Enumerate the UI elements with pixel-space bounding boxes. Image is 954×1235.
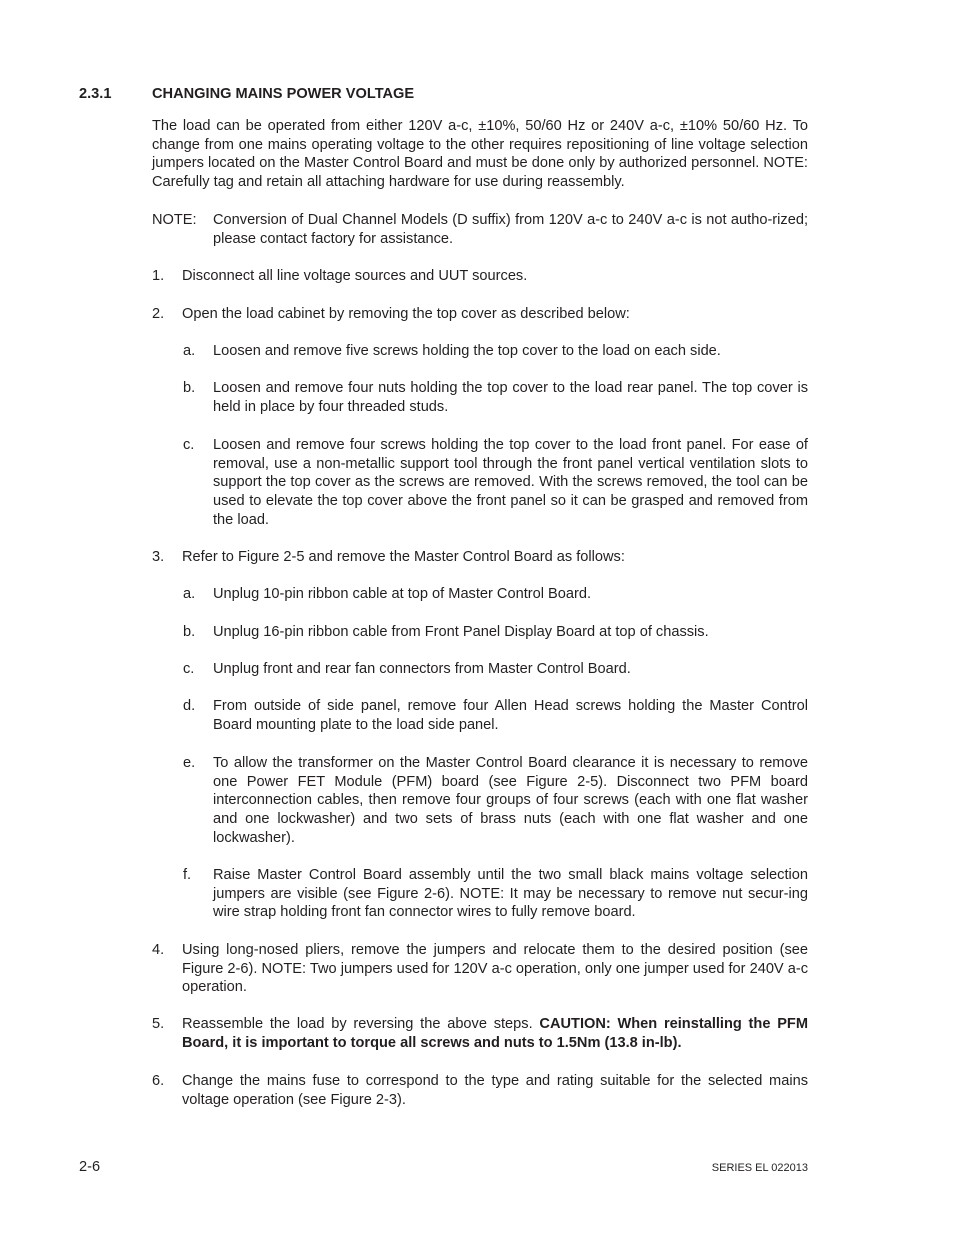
substep-text: Unplug front and rear fan connectors from Master Control Board. <box>213 661 631 677</box>
step-text: Disconnect all line voltage sources and UUT sources. <box>182 268 528 284</box>
step-3a <box>183 585 808 604</box>
step-4 <box>152 941 808 997</box>
note-label: NOTE: <box>152 212 197 228</box>
substep-letter: b. <box>183 624 196 640</box>
step-text: Open the load cabinet by removing the top cover as described below: <box>182 306 630 322</box>
substep-text: Unplug 16-pin ribbon cable from Front Panel Display Board at top of chassis. <box>213 624 709 640</box>
step-text: Change the mains fuse to correspond to the type and rating suitable for the selected mains voltage operation (see Figure 2-3). <box>182 1073 808 1108</box>
page-number: 2-6 <box>79 1159 101 1175</box>
step-text: Using long-nosed pliers, remove the jumpers and relocate them to the desired position (see Figure 2-6). NOTE: Two jumpers used for 120V a-c operation, only one jumper used for 240V a-c operation. <box>182 942 808 996</box>
step-2c <box>183 436 808 530</box>
caution-text: CAUTION: When reinstalling the PFM Board, it is important to torque all screws and nuts to 1.5Nm (13.8 in-lb). <box>182 1016 808 1051</box>
step-number: 3. <box>152 549 165 565</box>
substep-letter: c. <box>183 437 195 453</box>
substep-text: To allow the transformer on the Master Control Board clearance it is necessary to remove one Power FET Module (PFM) board (see Figure 2-5). Disconnect two PFM board interconnection cables, then remove four groups of four screws (each with one flat washer and one lockwasher) and two sets of brass nuts (each with one flat washer and one lockwasher). <box>213 755 808 846</box>
step-5-text: Reassemble the load by reversing the above steps. <box>182 1016 533 1032</box>
substep-letter: d. <box>183 698 196 714</box>
section-title: CHANGING MAINS POWER VOLTAGE <box>152 86 415 102</box>
step-2 <box>152 305 808 324</box>
step-3b <box>183 623 808 642</box>
step-3 <box>152 548 808 567</box>
substep-letter: a. <box>183 343 196 359</box>
section-number: 2.3.1 <box>79 86 112 102</box>
intro-paragraph: The load can be operated from either 120V a-c, ±10%, 50/60 Hz or 240V a-c, ±10% 50/60 Hz. To change from one mains operating voltage to the other requires repositioning of line voltage selection jumpers located on the Master Control Board and must be done only by authorized personnel. NOTE: Carefully tag and retain all attaching hardware for use during reassembly. <box>152 118 808 191</box>
substep-letter: f. <box>183 867 192 883</box>
document-id: SERIES EL 022013 <box>711 1162 808 1174</box>
step-text: Refer to Figure 2-5 and remove the Master Control Board as follows: <box>182 549 625 565</box>
substep-text: Raise Master Control Board assembly until the two small black mains voltage selection jumpers are visible (see Figure 2-6). NOTE: It may be necessary to remove nut secur-ing wire strap holding front fan connector wires to fully remove board. <box>213 867 808 921</box>
substep-text: From outside of side panel, remove four Allen Head screws holding the Master Control Board mounting plate to the load side panel. <box>213 698 808 733</box>
substep-text: Loosen and remove four nuts holding the top cover to the load rear panel. The top cover is held in place by four threaded studs. <box>213 380 808 415</box>
step-3d <box>183 697 808 734</box>
step-1 <box>152 267 808 286</box>
step-number: 5. <box>152 1016 165 1032</box>
note-text: Conversion of Dual Channel Models (D suffix) from 120V a-c to 240V a-c is not autho-rized; please contact factory for assistance. <box>213 212 808 247</box>
step-2b <box>183 379 808 416</box>
substep-text: Loosen and remove five screws holding the top cover to the load on each side. <box>213 343 721 359</box>
step-3f <box>183 866 808 922</box>
step-6 <box>152 1072 808 1109</box>
note-block <box>152 211 808 248</box>
step-2a <box>183 342 808 361</box>
step-text <box>182 1015 808 1052</box>
step-number: 4. <box>152 942 165 958</box>
step-3c <box>183 660 808 679</box>
step-3e <box>183 754 808 848</box>
step-5 <box>152 1015 808 1052</box>
substep-text: Unplug 10-pin ribbon cable at top of Master Control Board. <box>213 586 592 602</box>
substep-letter: b. <box>183 380 196 396</box>
step-number: 1. <box>152 268 165 284</box>
substep-letter: c. <box>183 661 195 677</box>
step-number: 6. <box>152 1073 165 1089</box>
substep-text: Loosen and remove four screws holding the top cover to the load front panel. For ease of removal, use a non-metallic support tool through the front panel vertical ventilation slots to support the top cover as the screws are removed. With the screws removed, the tool can be used to elevate the top cover above the front panel so it can be grasped and removed from the load. <box>213 437 808 528</box>
step-number: 2. <box>152 306 165 322</box>
substep-letter: e. <box>183 755 196 771</box>
substep-letter: a. <box>183 586 196 602</box>
